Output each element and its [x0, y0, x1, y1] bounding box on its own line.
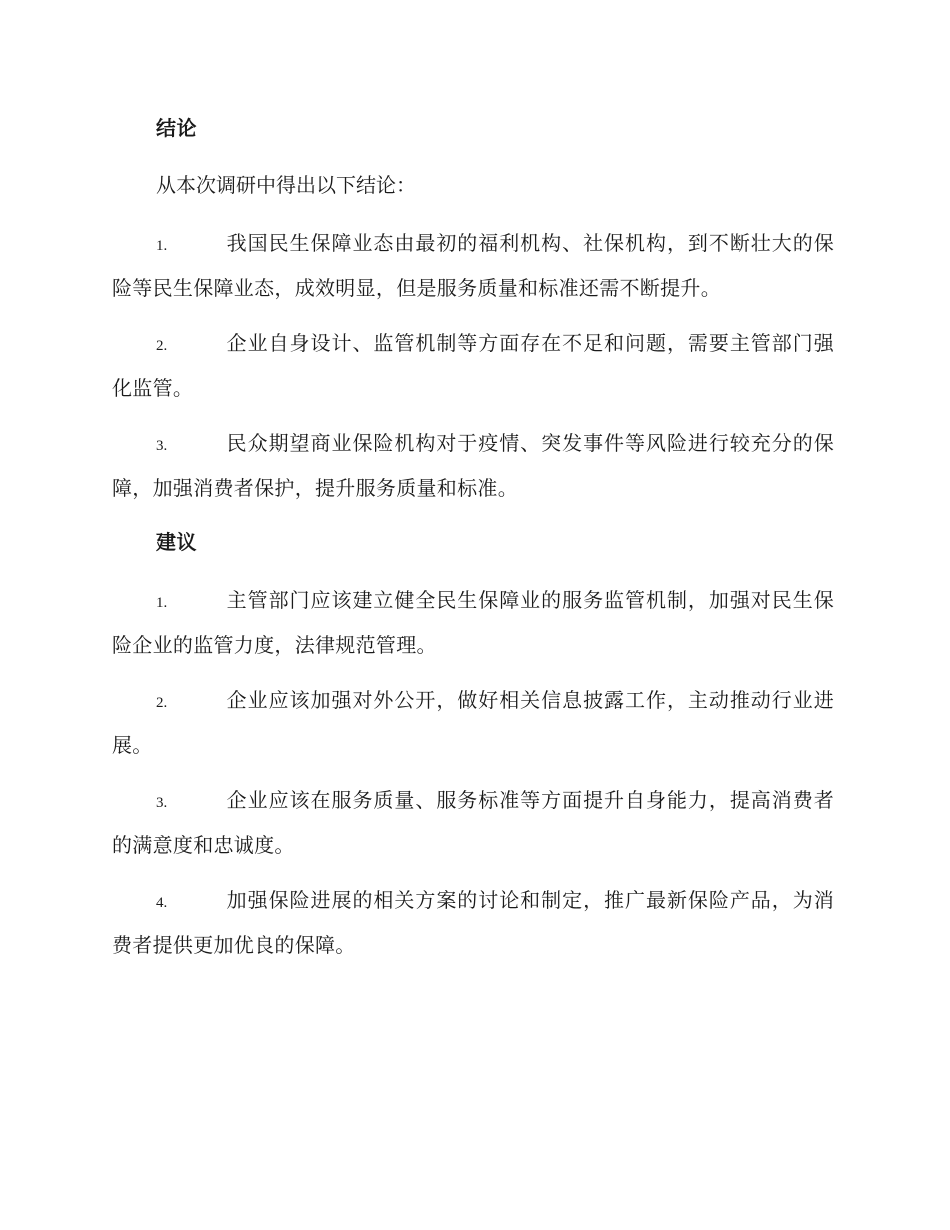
- list-number: 2.: [156, 338, 168, 354]
- suggestion-item: [112, 879, 834, 966]
- suggestion-item: [112, 679, 834, 766]
- list-text: 企业应该加强对外公开，做好相关信息披露工作，主动推动行业进展。: [112, 688, 834, 757]
- list-text: 我国民生保障业态由最初的福利机构、社保机构，到不断壮大的保险等民生保障业态，成效明显，但是服务质量和标准还需不断提升。: [112, 231, 834, 300]
- list-text: 民众期望商业保险机构对于疫情、突发事件等风险进行较充分的保障，加强消费者保护，提升服务质量和标准。: [112, 431, 834, 500]
- document-page: [112, 108, 834, 979]
- list-number: 3.: [156, 795, 168, 811]
- list-number: 4.: [156, 895, 168, 911]
- conclusion-intro: 从本次调研中得出以下结论：: [156, 173, 416, 197]
- conclusion-item: [112, 222, 834, 309]
- list-text: 企业应该在服务质量、服务标准等方面提升自身能力，提高消费者的满意度和忠诚度。: [112, 788, 834, 857]
- suggestion-item: [112, 579, 834, 666]
- list-text: 企业自身设计、监管机制等方面存在不足和问题，需要主管部门强化监管。: [112, 331, 834, 400]
- list-number: 1.: [156, 595, 168, 611]
- section-heading-conclusion: 结论: [156, 116, 197, 140]
- conclusion-item: [112, 322, 834, 409]
- list-text: 主管部门应该建立健全民生保障业的服务监管机制，加强对民生保险企业的监管力度，法律规范管理。: [112, 588, 834, 657]
- list-number: 1.: [156, 238, 168, 254]
- section-heading-suggestion: 建议: [156, 530, 197, 554]
- list-number: 2.: [156, 695, 168, 711]
- conclusion-item: [112, 422, 834, 509]
- list-number: 3.: [156, 438, 168, 454]
- list-text: 加强保险进展的相关方案的讨论和制定，推广最新保险产品，为消费者提供更加优良的保障。: [112, 888, 834, 957]
- suggestion-item: [112, 779, 834, 866]
